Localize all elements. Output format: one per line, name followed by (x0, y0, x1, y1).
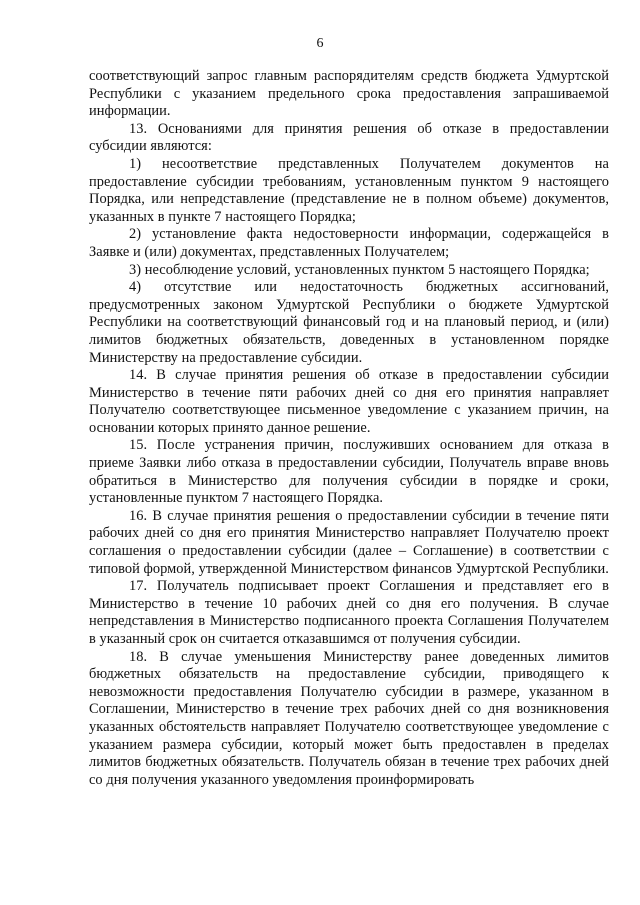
paragraph-18: 18. В случае уменьшения Министерству ранее доведенных лимитов бюджетных обязательств на предоставление субсидии, приводящего к невозможности предоставления Получателю субсидии в размере, указанном в Соглашении, Министерство в течение трех рабочих дней со дня возникновения указанных обстоятельств направляет Получателю соответствующее уведомление с указанием размера субсидии, который может быть предоставлен в пределах лимитов бюджетных обязательств. Получатель обязан в течение трех рабочих дней со дня получения указанного уведомления проинформировать (89, 648, 609, 788)
paragraph-16: 16. В случае принятия решения о предоставлении субсидии в течение пяти рабочих дней со дня его принятия Министерство направляет Получателю проект соглашения о предоставлении субсидии (далее – Соглашение) в соответствии с типовой формой, утвержденной Министерством финансов Удмуртской Республики. (89, 507, 609, 577)
paragraph-15: 15. После устранения причин, послуживших основанием для отказа в приеме Заявки либо отказа в предоставлении субсидии, Получатель вправе вновь обратиться в Министерство для получения субсидии в порядке и сроки, установленные пунктом 7 настоящего Порядка. (89, 437, 609, 507)
paragraph-continuation: соответствующий запрос главным распорядителям средств бюджета Удмуртской Республики с указанием предельного срока предоставления запрашиваемой информации. (89, 68, 609, 120)
paragraph-13-item-2: 2) установление факта недостоверности информации, содержащейся в Заявке и (или) документах, представленных Получателем; (89, 226, 609, 260)
paragraph-13-item-4: 4) отсутствие или недостаточность бюджетных ассигнований, предусмотренных законом Удмуртской Республики о бюджете Удмуртской Республики на соответствующий финансовый год и на плановый период, и (или) лимитов бюджетных обязательств, доведенных в установленном порядке Министерству на предоставление субсидии. (89, 279, 609, 366)
paragraph-13-item-1: 1) несоответствие представленных Получателем документов на предоставление субсидии требованиям, установленным пунктом 9 настоящего Порядка, или непредставление (представление не в полном объеме) документов, указанных в пункте 7 настоящего Порядка; (89, 155, 609, 225)
document-body (89, 68, 609, 789)
paragraph-17: 17. Получатель подписывает проект Соглашения и представляет его в Министерство в течение 10 рабочих дней со дня его получения. В случае непредставления в Министерство подписанного проекта Соглашения Получателем в указанный срок он считается отказавшимся от получения субсидии. (89, 578, 609, 647)
paragraph-13: 13. Основаниями для принятия решения об отказе в предоставлении субсидии являются: (89, 120, 609, 155)
paragraph-13-item-3: 3) несоблюдение условий, установленных пунктом 5 настоящего Порядка; (129, 261, 590, 278)
page-number: 6 (316, 36, 324, 51)
paragraph-14: 14. В случае принятия решения об отказе в предоставлении субсидии Министерство в течение пяти рабочих дней со дня его принятия направляет Получателю соответствующее письменное уведомление с указанием причин, на основании которых принято данное решение. (89, 367, 609, 436)
